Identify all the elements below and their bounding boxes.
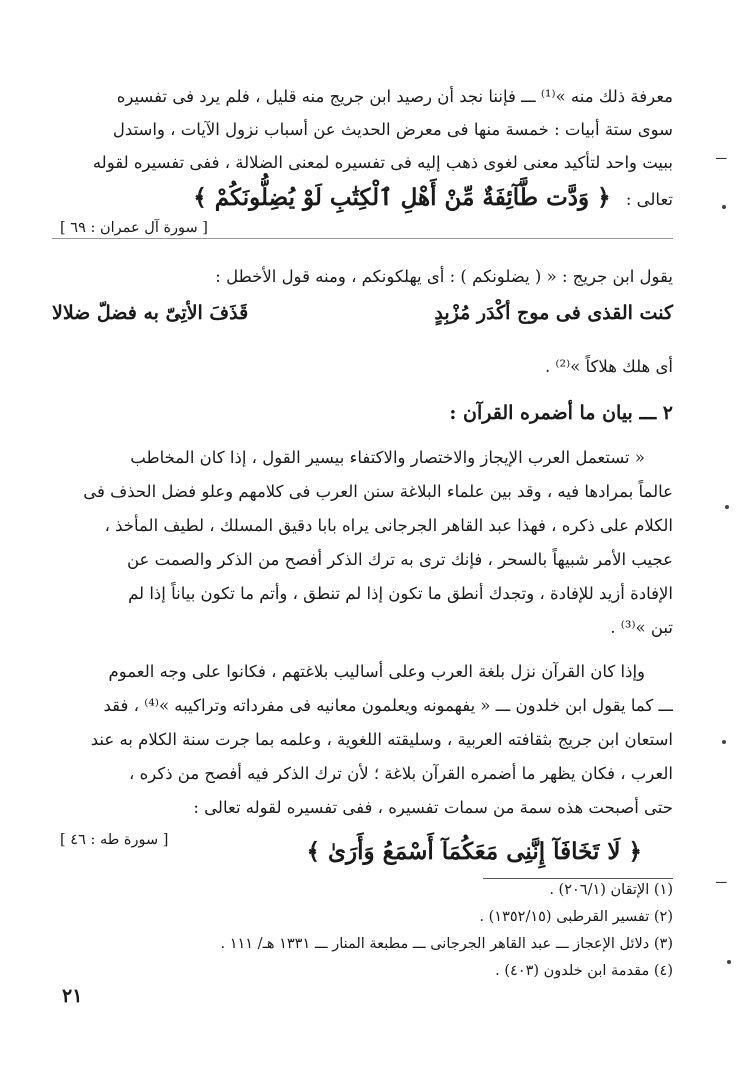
body-line: « تستعمل العرب الإيجاز والاختصار والاكتفاء بيسير القول ، إذا كان المخاطب — [130, 448, 645, 467]
body-line: العرب ، فكان يظهر ما أضمره القرآن بلاغة ؛ لأن ترك الذكر فيه أفصح من ذكره ، — [129, 764, 673, 783]
margin-dot — [725, 505, 729, 509]
margin-dot — [722, 740, 726, 744]
poetry-verse — [52, 302, 673, 324]
quran-verse: ﴿ لَا تَخَافَآ إِنَّنِى مَعَكُمَآ أَسْمَعُ وَأَرَىٰ ﴾ — [306, 838, 642, 865]
body-line: تبن »⁽³⁾ . — [610, 618, 673, 637]
body-line: معرفة ذلك منه »⁽¹⁾ ـــ فإننا نجد أن رصيد ابن جريج منه قليل ، فلم يرد فى تفسيره — [116, 87, 673, 106]
body-line: سوى ستة أبيات : خمسة منها فى معرض الحديث عن أسباب نزول الآيات ، واستدل — [112, 120, 673, 139]
surah-reference: [ سورة آل عمران : ٦٩ ] — [60, 220, 208, 236]
body-line: ببيت واحد لتأكيد معنى لغوى ذهب إليه فى تفسيره لمعنى الضلالة ، ففى تفسيره لقوله — [92, 153, 673, 172]
body-line: عجيب الأمر شبيهاً بالسحر ، فإنك ترى به ترك الذكر أفصح من الذكر والصمت عن — [127, 550, 673, 569]
footnote-separator — [483, 878, 673, 879]
footnote: (١) الإتقان (٢٠٦/١) . — [549, 882, 673, 898]
footnote: (٢) تفسير القرطبى (١٣٥٢/١٥) . — [479, 909, 673, 925]
body-line: عالماً بمرادها فيه ، وقد بين علماء البلاغة سنن العرب فى كلامهم وعلو فضل الحذف فى — [83, 482, 673, 501]
body-line: أى هلك هلاكاً »⁽²⁾ . — [544, 357, 673, 376]
footnote: (٤) مقدمة ابن خلدون (٤٠٣) . — [495, 963, 673, 979]
quran-intro — [52, 183, 673, 215]
margin-dot — [727, 960, 731, 964]
body-line: يقول ابن جريج : « ( يضلونكم ) : أى يهلكونكم ، ومنه قول الأخطل : — [215, 267, 673, 286]
body-line: ـــ كما يقول ابن خلدون ـــ « يفهمونه ويعلمون معانيه فى مفرداته وتراكيبه »⁽⁴⁾ ، فقد — [103, 696, 673, 715]
separator-line — [52, 238, 673, 239]
body-line: استعان ابن جريج بثقافته العربية ، وسليقته اللغوية ، وعلمه بما جرت سنة الكلام به عند — [90, 730, 673, 749]
margin-dot — [722, 205, 726, 209]
surah-reference: [ سورة طه : ٤٦ ] — [60, 832, 169, 848]
ta-ala-label: تعالى : — [625, 190, 673, 209]
body-line: الكلام على ذكره ، فهذا عبد القاهر الجرجانى يراه بابا دقيق المسلك ، لطيف المأخذ ، — [104, 516, 673, 535]
body-line: وإذا كان القرآن نزل بلغة العرب وعلى أساليب بلاغتهم ، فكانوا على وجه العموم — [108, 662, 645, 681]
margin-mark: ـــ — [716, 872, 727, 886]
quran-verse: ﴿ وَدَّت طَّآئِفَةٌ مِّنْ أَهْلِ ٱلْكِتَٰبِ لَوْ يُضِلُّونَكُمْ ﴾ — [193, 184, 611, 211]
section-heading: ٢ ـــ بيان ما أضمره القرآن : — [449, 402, 673, 424]
footnote: (٣) دلائل الإعجاز ـــ عبد القاهر الجرجانى ـــ مطبعة المنار ـــ ١٣٣١ هـ/ ١١١ . — [220, 936, 673, 952]
body-line: حتى أصبحت هذه سمة من سمات تفسيره ، ففى تفسيره لقوله تعالى : — [193, 798, 673, 817]
margin-mark: ـــ — [716, 148, 727, 162]
page-number: ٢١ — [62, 985, 83, 1007]
verse-hemistich-second: قَذَفَ الأتِىّ به فضلّ ضلالا — [52, 302, 249, 324]
verse-hemistich-first: كنت القذى فى موج أكْدَر مُزْبِدٍ — [434, 302, 673, 324]
body-line: الإفادة أزيد للإفادة ، وتجدك أنطق ما تكون إذا لم تنطق ، وأتم ما تكون بياناً إذا لم — [128, 584, 673, 603]
